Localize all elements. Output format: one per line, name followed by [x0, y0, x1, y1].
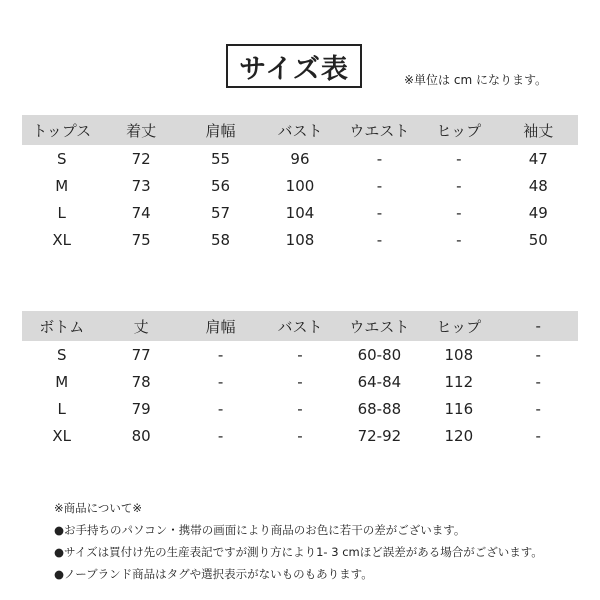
table-cell: 48	[528, 176, 548, 195]
table-cell: -	[376, 149, 383, 168]
table-cell: 79	[131, 399, 151, 418]
table-cell: -	[535, 399, 541, 418]
table-cell: L	[57, 399, 66, 418]
table-cell: 120	[444, 426, 474, 445]
header-cell: 肩幅	[181, 311, 260, 341]
notes-heading: ※商品について※	[54, 501, 143, 515]
table-cell: -	[535, 426, 541, 445]
page-title: サイズ表	[226, 44, 362, 88]
table-cell: -	[456, 176, 462, 195]
header-cell: ウエスト	[340, 311, 419, 341]
table-cell: M	[55, 176, 69, 195]
table-cell: 68-88	[357, 399, 402, 418]
table-cell: -	[456, 230, 462, 249]
table-cell: -	[376, 176, 383, 195]
table-cell: 60-80	[357, 345, 402, 364]
table-row	[22, 226, 578, 253]
table-cell: -	[297, 372, 303, 391]
table-cell: -	[376, 230, 383, 249]
table-cell: XL	[52, 426, 72, 445]
table-cell: 72-92	[357, 426, 402, 445]
header-cell: ヒップ	[419, 115, 498, 145]
table-cell: 50	[528, 230, 548, 249]
table-cell: 57	[211, 203, 231, 222]
table-cell: 56	[211, 176, 231, 195]
header-cell: 肩幅	[181, 115, 260, 145]
table-cell: 100	[285, 176, 315, 195]
table-row	[22, 341, 578, 368]
table-cell: 80	[131, 426, 151, 445]
table-cell: 58	[211, 230, 231, 249]
table-cell: -	[217, 426, 224, 445]
table-cell: 77	[131, 345, 151, 364]
table-cell: 112	[444, 372, 474, 391]
note-item: ●サイズは買付け先の生産表記ですが測り方により1- 3 cmほど誤差がある場合がございます。	[54, 545, 543, 559]
table-cell: -	[535, 345, 541, 364]
tops-size-table	[22, 115, 578, 253]
table-cell: -	[217, 399, 224, 418]
table-cell: 108	[285, 230, 315, 249]
table-cell: XL	[52, 230, 72, 249]
unit-note: ※単位は cm になります。	[404, 73, 548, 87]
table-row	[22, 199, 578, 226]
header-cell: バスト	[260, 311, 339, 341]
header-cell: バスト	[260, 115, 339, 145]
table-cell: -	[456, 203, 462, 222]
table-cell: 108	[444, 345, 474, 364]
table-cell: -	[217, 372, 224, 391]
table-cell: 74	[131, 203, 151, 222]
table-cell: M	[55, 372, 69, 391]
table-cell: -	[297, 399, 303, 418]
header-cell: 袖丈	[499, 115, 578, 145]
header-cell: ウエスト	[340, 115, 419, 145]
table-cell: 47	[528, 149, 548, 168]
header-cell: 丈	[101, 311, 180, 341]
table-cell: -	[376, 203, 383, 222]
table-cell: 64-84	[357, 372, 402, 391]
product-notes	[54, 497, 543, 585]
table-header-row	[22, 115, 578, 145]
table-cell: L	[57, 203, 66, 222]
table-cell: -	[297, 345, 303, 364]
table-cell: S	[56, 345, 67, 364]
header-cell: 着丈	[101, 115, 180, 145]
table-row	[22, 395, 578, 422]
header-cell: -	[499, 311, 578, 341]
bottoms-size-table	[22, 311, 578, 449]
header-cell: トップス	[22, 115, 101, 145]
header-cell: ヒップ	[419, 311, 498, 341]
note-item: ●ノーブランド商品はタグや選択表示がないものもあります。	[54, 567, 373, 581]
table-cell: S	[56, 149, 67, 168]
table-cell: -	[297, 426, 303, 445]
table-cell: 73	[131, 176, 151, 195]
table-cell: -	[217, 345, 224, 364]
table-cell: 116	[444, 399, 474, 418]
table-row	[22, 368, 578, 395]
table-cell: 78	[131, 372, 151, 391]
table-cell: 49	[528, 203, 548, 222]
table-cell: 72	[131, 149, 151, 168]
table-cell: 96	[290, 149, 310, 168]
table-row	[22, 172, 578, 199]
table-cell: 55	[211, 149, 231, 168]
table-cell: -	[535, 372, 541, 391]
table-row	[22, 422, 578, 449]
table-cell: 75	[131, 230, 151, 249]
table-cell: 104	[285, 203, 315, 222]
table-cell: -	[456, 149, 462, 168]
note-item: ●お手持ちのパソコン・携帯の画面により商品のお色に若干の差がございます。	[54, 523, 466, 537]
header-cell: ボトム	[22, 311, 101, 341]
table-header-row	[22, 311, 578, 341]
table-row	[22, 145, 578, 172]
